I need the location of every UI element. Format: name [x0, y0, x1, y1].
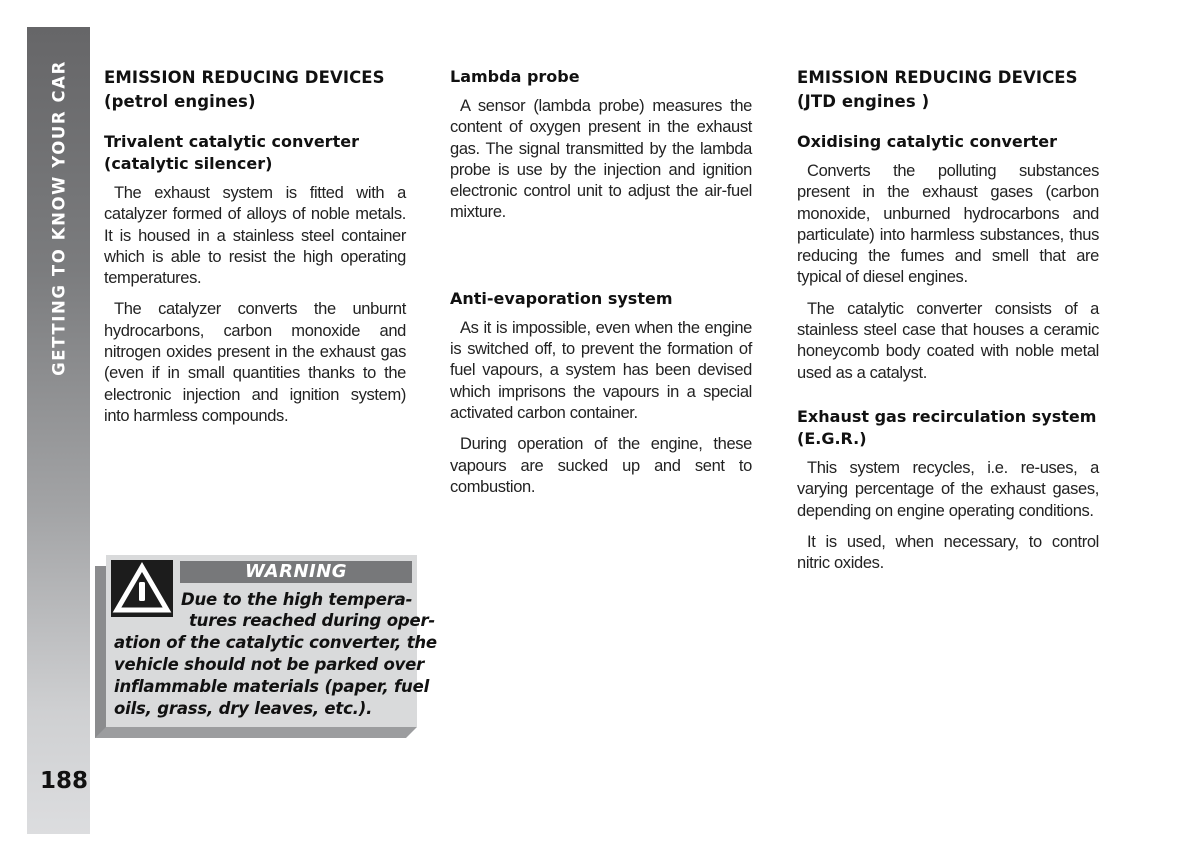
subheading-egr	[797, 406, 1099, 450]
paragraph: During operation of the engine, these vapours are sucked up and sent to combustion.	[450, 435, 752, 496]
spacer	[450, 234, 752, 288]
warning-text-line: inflammable materials (paper, fuel	[114, 677, 430, 696]
subheading-anti-evaporation: Anti-evaporation system	[450, 288, 673, 308]
warning-text-line: tures reached during oper-	[189, 611, 436, 630]
section-heading-petrol	[104, 66, 406, 114]
subheading-line: Trivalent catalytic converter	[104, 132, 359, 151]
heading-line: EMISSION REDUCING DEVICES	[797, 68, 1078, 87]
paragraph: The catalyzer converts the unburnt hydrocarbons, carbon monoxide and nitrogen oxides present in the exhaust gas (even if in small quantities thanks to the electronic injection and ignition system) into harmless compounds.	[104, 300, 406, 425]
warning-text-line: vehicle should not be parked over	[114, 655, 425, 674]
spacer	[797, 394, 1099, 406]
section-heading-jtd	[797, 66, 1099, 114]
paragraph: This system recycles, i.e. re-uses, a varying percentage of the exhaust gases, depending on engine operating conditions.	[797, 458, 1099, 520]
warning-title: WARNING	[180, 561, 412, 583]
warning-triangle-icon	[111, 560, 173, 617]
paragraph: The exhaust system is fitted with a catalyzer formed of alloys of noble metals. It is housed in a stainless steel container which is able to resist the high operating temperatures.	[104, 184, 406, 288]
paragraph: The catalytic converter consists of a stainless steel case that houses a ceramic honeycomb body coated with noble metal used as a catalyst.	[797, 299, 1099, 382]
subheading-line: (catalytic silencer)	[104, 154, 273, 173]
column-petrol-engines	[104, 66, 406, 437]
subheading-line: Exhaust gas recirculation system	[797, 406, 1097, 426]
subheading-oxidising-converter: Oxidising catalytic converter	[797, 132, 1058, 151]
heading-line: EMISSION REDUCING DEVICES	[104, 68, 385, 87]
paragraph: A sensor (lambda probe) measures the content of oxygen present in the exhaust gas. The signal transmitted by the lambda probe is use by the injection and ignition electronic control unit to adjust the air-fuel mixture.	[450, 97, 752, 222]
paragraph: It is used, when necessary, to control nitric oxides.	[797, 532, 1099, 573]
heading-line: (petrol engines)	[104, 92, 256, 111]
column-jtd-engines	[797, 66, 1099, 584]
paragraph: As it is impossible, even when the engine is switched off, to prevent the formation of fuel vapours, a system has been devised which imprisons the vapours in a special activated carbon container.	[450, 318, 752, 422]
warning-text-line: Due to the high tempera-	[181, 590, 413, 609]
warning-edge	[95, 727, 417, 738]
warning-text-line: ation of the catalytic converter, the	[114, 633, 437, 652]
warning-text-line: oils, grass, dry leaves, etc.).	[114, 699, 373, 718]
warning-edge	[95, 566, 106, 738]
subheading-lambda-probe: Lambda probe	[450, 67, 580, 86]
heading-line: (JTD engines )	[797, 92, 930, 111]
column-lambda-anti-evaporation	[450, 66, 752, 508]
paragraph: Converts the polluting substances present in the exhaust gases (carbon monoxide, unburned hydrocarbons and particulate) into harmless substances, thus reducing the fumes and smell that are typical of diesel engines.	[797, 162, 1099, 287]
page-number: 188	[40, 768, 89, 794]
subheading-line: (E.G.R.)	[797, 428, 867, 448]
chapter-title: GETTING TO KNOW YOUR CAR	[49, 60, 69, 376]
subheading-trivalent-converter	[104, 131, 406, 175]
